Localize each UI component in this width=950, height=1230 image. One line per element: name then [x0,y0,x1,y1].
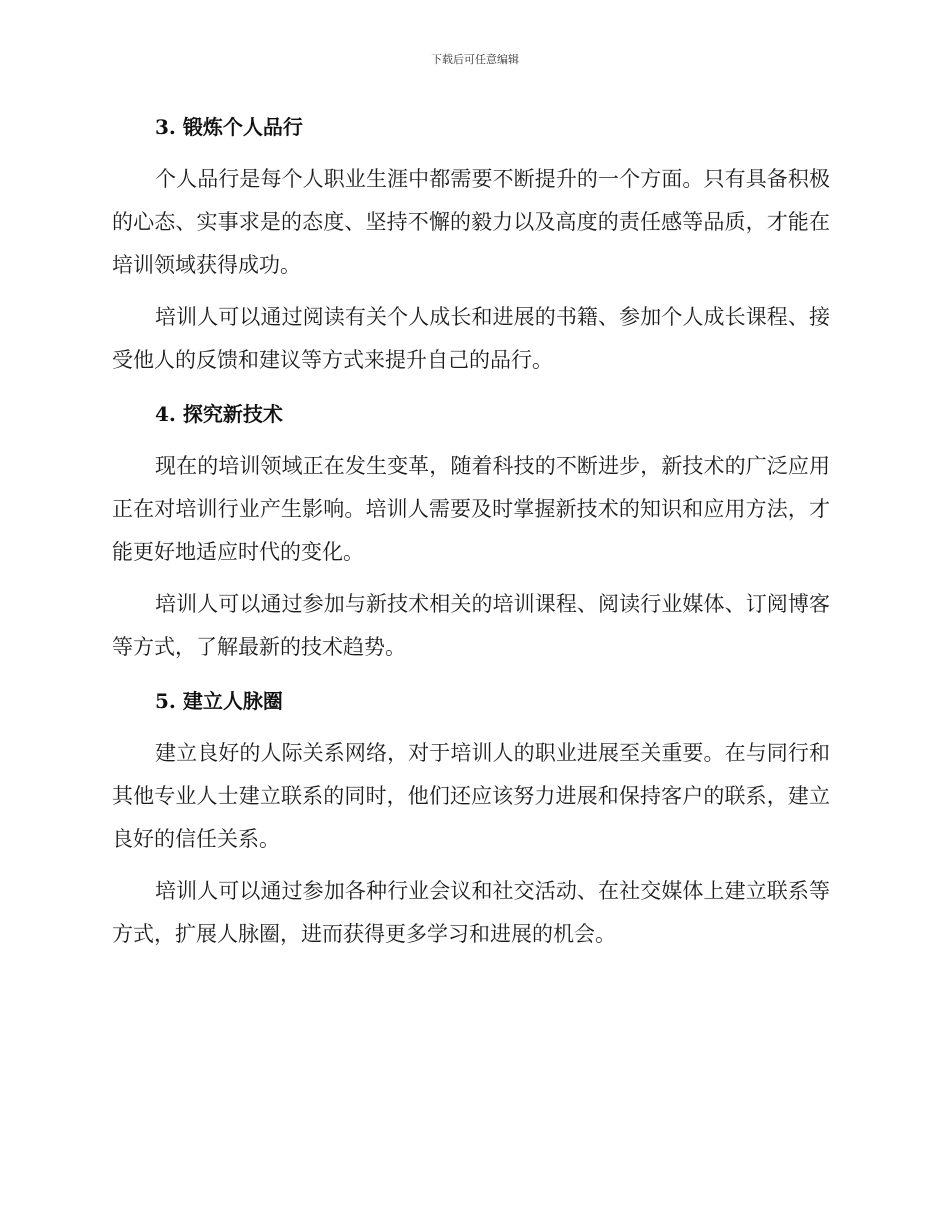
page-header: 下载后可任意编辑 [431,53,519,66]
paragraph: 个人品行是每个人职业生涯中都需要不断提升的一个方面。只有具备积极的心态、实事求是的态度、坚持不懈的毅力以及高度的责任感等品质，才能在培训领域获得成功。 [112,167,830,277]
paragraph: 现在的培训领域正在发生变革，随着科技的不断进步，新技术的广泛应用正在对培训行业产生影响。培训人需要及时掌握新技术的知识和应用方法，才能更好地适应时代的变化。 [112,454,830,564]
section-heading-5: 5. 建立人脉圈 [155,689,283,713]
section-heading-4: 4. 探究新技术 [155,402,283,426]
paragraph: 培训人可以通过参加与新技术相关的培训课程、阅读行业媒体、订阅博客等方式，了解最新的技术趋势。 [112,592,830,659]
paragraph: 培训人可以通过阅读有关个人成长和进展的书籍、参加个人成长课程、接受他人的反馈和建议等方式来提升自己的品行。 [112,305,830,372]
paragraph: 培训人可以通过参加各种行业会议和社交活动、在社交媒体上建立联系等方式，扩展人脉圈，进而获得更多学习和进展的机会。 [112,879,830,946]
document-body [112,107,830,956]
section-heading-3: 3. 锻炼个人品行 [155,115,303,139]
paragraph: 建立良好的人际关系网络，对于培训人的职业进展至关重要。在与同行和其他专业人士建立联系的同时，他们还应该努力进展和保持客户的联系，建立良好的信任关系。 [112,741,830,851]
